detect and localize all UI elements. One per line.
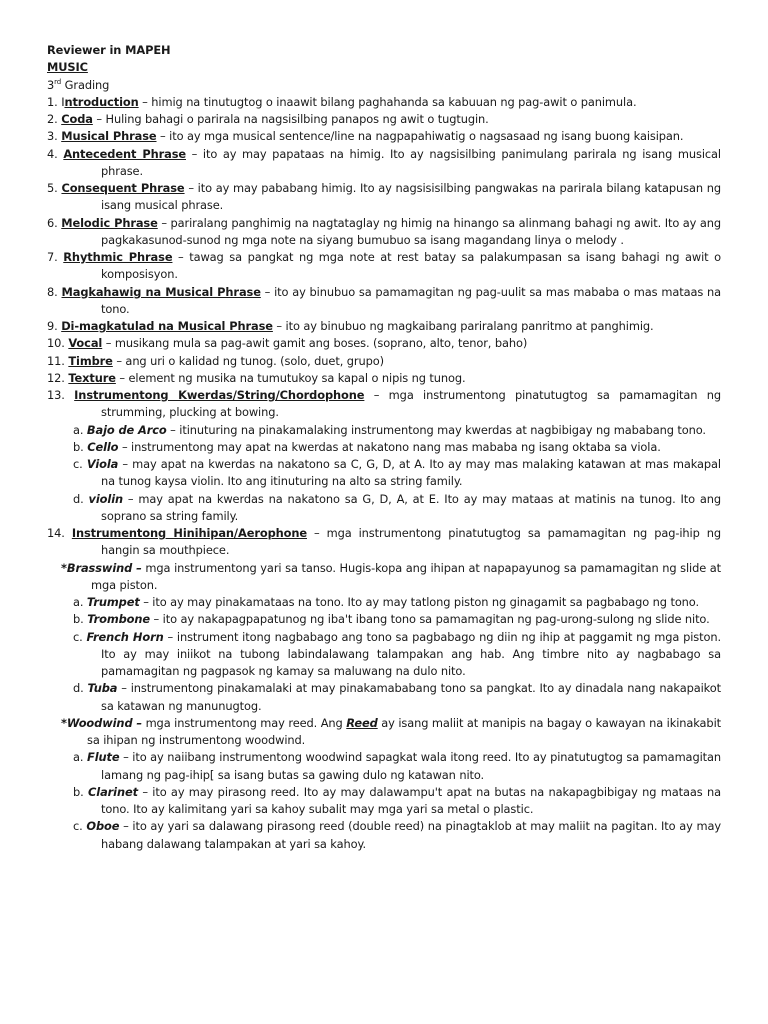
- term-item-6: [47, 215, 721, 250]
- item-number: a.: [73, 422, 87, 437]
- woodwind-item-1: [47, 749, 721, 784]
- item-term: Di-magkatulad na Musical Phrase: [61, 319, 273, 333]
- term-item-12: [47, 370, 721, 387]
- term-item-8: [47, 284, 721, 319]
- item-definition: – himig na tinutugtog o inaawit bilang paghahanda sa kabuuan ng pag-awit o panimula.: [138, 94, 637, 109]
- item-number: a.: [73, 750, 88, 765]
- item-number: 3.: [47, 129, 62, 144]
- string-item-4: [47, 491, 721, 526]
- item-number: c.: [73, 457, 87, 471]
- item-definition: – itinuturing na pinakamalaking instrumentong may kwerdas at nagbibigay ng mababang tono.: [166, 422, 706, 437]
- item-number: c.: [73, 629, 87, 644]
- term-item-9: [47, 318, 721, 335]
- item-definition: – ito ay may pababang himig. Ito ay nagsisisilbing pangwakas na parirala bilang katapusan ng isang musical phrase.: [101, 181, 721, 213]
- item-term: Instrumentong Kwerdas/String/Chordophone: [74, 388, 365, 402]
- term-item-7: [47, 249, 721, 284]
- item-definition: – instrumentong may apat na kwerdas at nakatono nang mas mababa ng isang oktaba sa viola.: [118, 439, 661, 454]
- item-definition: – ito ay binubuo ng magkaibang pariralang panritmo at panghimig.: [272, 319, 654, 333]
- item-definition: – ito ay naiibang instrumentong woodwind sapagkat wala itong reed. Ito ay pinatutugtog sa pamamagitan lamang ng pag-ihip[ sa isang butas sa gawing dulo ng katawan nito.: [101, 750, 721, 782]
- item-term: Trumpet: [86, 595, 140, 609]
- item-number: 2.: [47, 112, 62, 126]
- item-definition: – may apat na kwerdas na nakatono sa C, G, D, at A. Ito ay may mas malaking katawan at mas makapal na tunog kaysa violin. Ito ang itinuturing na alto sa string family.: [101, 457, 721, 489]
- document-title: Reviewer in MAPEH: [47, 43, 171, 57]
- item-number: 13.: [47, 388, 75, 402]
- term-item-5: [47, 180, 721, 215]
- term-item-2: [47, 111, 721, 128]
- item-definition: – musikang mula sa pag-awit gamit ang boses. (soprano, alto, tenor, baho): [102, 336, 528, 351]
- item-term: Texture: [68, 370, 116, 385]
- item-number: 6.: [47, 215, 62, 230]
- item-term: French Horn: [86, 629, 164, 644]
- item-number: b.: [73, 439, 88, 454]
- item-term: Timbre: [68, 353, 113, 368]
- item-definition: – element ng musika na tumutukoy sa kapal o nipis ng tunog.: [115, 370, 466, 385]
- item-term: Tuba: [87, 681, 118, 696]
- item-term: Melodic Phrase: [61, 215, 158, 230]
- item-term: Antecedent Phrase: [63, 146, 186, 161]
- term-item-1: [47, 94, 721, 111]
- woodwind-list: [47, 749, 721, 853]
- item-definition: – ito ay yari sa dalawang pirasong reed (double reed) na pinagtaklob at may maliit na pagitan. Ito ay may habang dalawang talampakan at yari sa kahoy.: [101, 819, 721, 851]
- item-number: 5.: [47, 181, 62, 195]
- term-item-11: [47, 353, 721, 370]
- brass-item-1: [47, 594, 721, 611]
- item-term: Trombone: [87, 612, 151, 627]
- item-definition: – instrumentong pinakamalaki at may pinakamababang tono sa pangkat. Ito ay dinadala nang nakapaikot sa katawan ng manunugtog.: [101, 681, 721, 713]
- item-term: Magkahawig na Musical Phrase: [61, 284, 261, 299]
- item-number: 7.: [47, 250, 64, 264]
- item-definition: – Huling bahagi o parirala na nagsisilbing panapos ng awit o tugtugin.: [92, 112, 489, 126]
- item-term: Consequent Phrase: [61, 181, 185, 195]
- item-definition: – may apat na kwerdas na nakatono sa G, D, A, at E. Ito ay may mataas at matinis na tunog. Ito ang soprano sa string family.: [101, 491, 721, 523]
- string-item-2: [47, 439, 721, 456]
- item-term: violin: [88, 491, 124, 506]
- item-number: 11.: [47, 353, 69, 368]
- string-item-1: [47, 422, 721, 439]
- brasswind-heading: *Brasswind – mga instrumentong yari sa tanso. Hugis-kopa ang ihipan at napapayunog sa pamamagitan ng slide at mga piston.: [61, 560, 722, 592]
- item-number: d.: [73, 491, 89, 506]
- item-definition: – ito ay mga musical sentence/line na nagpapahiwatig o nagsasaad ng isang buong kaisipan.: [156, 129, 684, 144]
- item-term: ntroduction: [64, 94, 139, 109]
- brass-item-4: [47, 680, 721, 715]
- item-term: Clarinet: [88, 784, 138, 799]
- item-number: c.: [73, 819, 87, 834]
- item-definition: – tawag sa pangkat ng mga note at rest batay sa palakumpasan sa isang bahagi ng awit o komposisyon.: [101, 250, 721, 282]
- brass-item-2: [47, 611, 721, 628]
- item-definition: – ito ay may pirasong reed. Ito ay may dalawampu't apat na butas na nakapagbibigay ng mataas na tono. Ito ay kalimitang yari sa kahoy subalit may mga yari sa metal o plastic.: [101, 784, 721, 816]
- string-item-3: [47, 456, 721, 491]
- woodwind-heading: *Woodwind – mga instrumentong may reed. Ang Reed ay isang maliit at manipis na bagay o kawayan na ikinakabit sa ihipan ng instrumentong woodwind.: [61, 715, 721, 747]
- item-definition: – ito ay binubuo sa pamamagitan ng pag-uulit sa mas mababa o mas mataas na tono.: [101, 284, 721, 316]
- item-definition: – ito ay may papataas na himig. Ito ay nagsisilbing panimulang parirala ng isang musical phrase.: [101, 146, 721, 178]
- item-term: Vocal: [68, 336, 103, 351]
- document-page: [47, 42, 721, 853]
- item-definition: – instrument itong nagbabago ang tono sa pagbabago ng diin ng ihip at paggamit ng mga piston. Ito ay may iniikot na tubong labindalawang talampakan ang hab. Ang timbre nito ay nagbabago sa pamamagitan ng pagpasok ng kamay sa maluwang na dulo nito.: [101, 629, 721, 678]
- term-item-3: [47, 128, 721, 145]
- string-instrument-list: [47, 422, 721, 526]
- item-term: Coda: [61, 112, 93, 126]
- brass-item-3: [47, 629, 721, 681]
- term-item-4: [47, 146, 721, 181]
- item-definition: – pariralang panghimig na nagtataglay ng himig na hinango sa alinmang bahagi ng awit. Ito ay ang pagkakasunod-sunod ng mga note na siyang bumubuo sa isang magandang linya o melody .: [101, 215, 721, 247]
- term-item-14: 14. Instrumentong Hinihipan/Aerophone – mga instrumentong pinatutugtog sa pamamagitan ng pag-ihip ng hangin sa mouthpiece.: [47, 526, 721, 558]
- item-number: d.: [73, 681, 88, 696]
- item-number: 9.: [47, 319, 62, 333]
- item-definition: – ito ay may pinakamataas na tono. Ito ay may tatlong piston ng ginagamit sa pagbabago ng tono.: [139, 595, 699, 609]
- item-number: 1. I: [47, 94, 65, 109]
- item-number: a.: [73, 595, 87, 609]
- term-item-13: [47, 387, 721, 422]
- brasswind-list: [47, 594, 721, 715]
- item-number: 4.: [47, 146, 64, 161]
- term-item-10: [47, 335, 721, 352]
- item-term: Cello: [87, 439, 119, 454]
- item-number: 12.: [47, 370, 69, 385]
- item-term: Oboe: [86, 819, 120, 834]
- grading-label: 3rd Grading: [47, 77, 110, 92]
- item-term: Rhythmic Phrase: [63, 250, 173, 264]
- item-definition: – ito ay nakapagpapatunog ng iba't ibang tono sa pamamagitan ng pag-urong-sulong ng slide nito.: [150, 612, 710, 627]
- item-definition: – mga instrumentong pinatutugtog sa pamamagitan ng strumming, plucking at bowing.: [101, 388, 721, 420]
- woodwind-item-3: [47, 818, 721, 853]
- term-list: [47, 94, 721, 422]
- item-definition: – ang uri o kalidad ng tunog. (solo, duet, grupo): [112, 353, 384, 368]
- item-number: b.: [73, 612, 88, 627]
- item-term: Bajo de Arco: [86, 422, 167, 437]
- item-term: Viola: [86, 457, 119, 471]
- item-number: 10.: [47, 336, 69, 351]
- woodwind-item-2: [47, 784, 721, 819]
- item-number: 8.: [47, 284, 62, 299]
- item-term: Flute: [87, 750, 120, 765]
- item-number: b.: [73, 784, 89, 799]
- section-heading: MUSIC: [47, 60, 88, 75]
- item-term: Musical Phrase: [61, 129, 157, 144]
